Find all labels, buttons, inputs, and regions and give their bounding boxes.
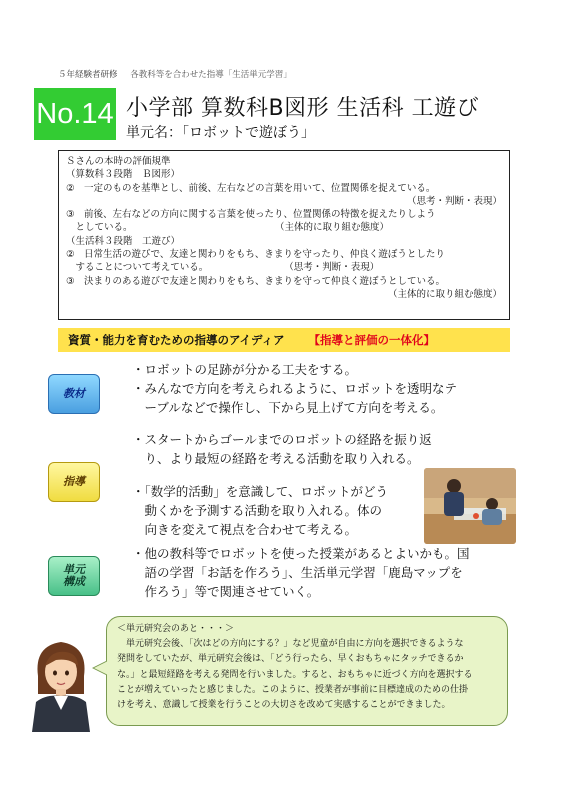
evaluation-criteria-box	[58, 150, 510, 320]
kyozai-tag-label: 教材	[63, 387, 85, 400]
shido-line: 動くかを予測する活動を取り入れる。体の	[132, 503, 383, 518]
header-note	[58, 68, 292, 80]
shido-line: ・スタートからゴールまでのロボットの経路を振り返	[132, 432, 432, 447]
teacher-icon	[26, 636, 96, 732]
criteria-line: ③ 前後、左右などの方向に関する言葉を使ったり、位置関係の特徴を捉えたりしよう	[66, 209, 436, 221]
idea-bar	[58, 328, 510, 352]
idea-bar-accent: 【指導と評価の一体化】	[308, 333, 436, 347]
shido-line: り、より最短の経路を考える活動を取り入れる。	[132, 451, 420, 466]
criteria-line: としている。 （主体的に取り組む態度）	[66, 222, 390, 234]
criteria-line: Ｓさんの本時の評価規準	[66, 156, 171, 167]
reflection-line: ことが増えていったと感じました。このように、授業者が事前に目標達成のための仕掛	[117, 684, 469, 695]
tangen-text	[132, 544, 470, 601]
shido-line: ・「数学的活動」を意識して、ロボットがどう	[132, 484, 389, 499]
number-badge	[34, 88, 116, 140]
shido-scroll-tag	[48, 462, 100, 502]
kyozai-line: ・みんなで方向を考えられるように、ロボットを透明なテ	[132, 381, 458, 396]
teacher-illustration	[26, 636, 96, 732]
page-title: 小学部 算数科B図形 生活科 工遊び	[126, 96, 480, 121]
classroom-photo-image	[424, 468, 516, 544]
kyozai-line: ・ロボットの足跡が分かる工夫をする。	[132, 362, 358, 377]
tangen-line: ・他の教科等でロボットを使った授業があるとよいかも。国	[132, 546, 470, 561]
criteria-line: （思考・判断・表現）	[406, 195, 502, 207]
shido-line: 向きを変えて視点を合わせて考える。	[132, 522, 358, 537]
criteria-line: ② 日常生活の遊びで、友達と関わりをもち、きまりを守ったり、仲良く遊ぼうとしたり	[66, 249, 445, 261]
criteria-line: （主体的に取り組む態度）	[387, 288, 502, 300]
tangen-tag-line2: 構成	[63, 575, 85, 588]
shido-tag-label: 指導	[63, 475, 85, 488]
tangen-line: 語の学習「お話を作ろう」、生活単元学習「鹿島マップを	[132, 565, 463, 580]
bubble-tail-inner	[94, 661, 108, 675]
reflection-line: な。」と最短経路を考える発問を行いました。すると、おもちゃに近づく方向を選択する	[117, 669, 473, 680]
reflection-line: 単元研究会後、「次はどの方向にする？」など児童が自由に方向を選択できるような	[117, 639, 464, 650]
number-badge-label: No.14	[36, 97, 114, 130]
tangen-scroll-tag	[48, 556, 100, 596]
tangen-line: 作ろう」等で関連させていく。	[132, 584, 320, 599]
shido-text-b	[132, 482, 388, 539]
reflection-line: 発問をしていたが、単元研究会後は、「どう行ったら、早くおもちゃにタッチできるか	[117, 654, 464, 665]
kyozai-text	[132, 360, 457, 417]
criteria-line: （生活科３段階 工遊び）	[66, 235, 181, 247]
training-subtitle: 各教科等を合わせた指導「生活単元学習」	[130, 70, 292, 80]
criteria-line: ③ 決まりのある遊びで友達と関わりをもち、きまりを守って仲良く遊ぼうとしている。	[66, 275, 446, 287]
reflection-line: けを考え、意識して授業を行うことの大切さを改めて実感することができました。	[117, 700, 451, 711]
classroom-photo	[424, 468, 516, 544]
shido-text-a	[132, 430, 432, 468]
criteria-line: ② 一定のものを基準とし、前後、左右などの言葉を用いて、位置関係を捉えている。	[66, 182, 436, 194]
criteria-line: することについて考えている。 （思考・判断・表現）	[66, 262, 380, 274]
training-label: ５年経験者研修	[58, 70, 118, 80]
unit-name: 単元名：「ロボットで遊ぼう」	[126, 125, 315, 141]
reflection-heading: ＜単元研究会のあと・・・＞	[117, 624, 235, 634]
kyozai-line: ーブルなどで操作し、下から見上げて方向を考える。	[132, 400, 444, 415]
reflection-bubble	[106, 616, 508, 726]
tangen-tag-line1: 単元	[63, 563, 85, 576]
kyozai-scroll-tag	[48, 374, 100, 414]
criteria-line: （算数科３段階 Ｂ図形）	[66, 169, 181, 181]
idea-bar-label: 資質・能力を育むための指導のアイディア	[68, 333, 285, 347]
